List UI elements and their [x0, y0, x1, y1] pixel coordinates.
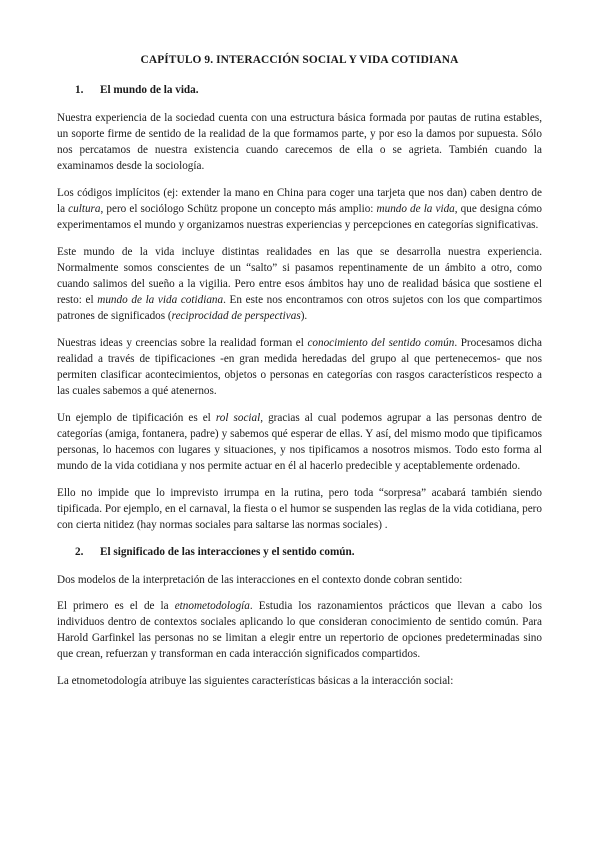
text-run: Este mundo de la vida incluye distintas realidades en las que se desarrolla nuestra experiencia. Normalmente somos conscientes de un “salto” si pasamos repentinamente de un ámbito a otro, como cuando salimos del sueño a la vigilia. Pero entre esos ámbitos hay uno de realidad básica que sostiene el resto: el [57, 246, 542, 306]
text-run: . En este nos encontramos con otros sujetos con los que compartimos patrones de significados ( [57, 294, 542, 322]
emphasis-term: conocimiento del sentido común [307, 337, 455, 349]
text-run: Nuestras ideas y creencias sobre la realidad forman el [57, 337, 308, 349]
emphasis-term: rol social [215, 412, 261, 424]
text-run: Un ejemplo de tipificación es el [57, 412, 216, 424]
section-heading-2 [57, 544, 542, 560]
section-heading-1 [57, 82, 542, 98]
paragraph-6: Ello no impide que lo imprevisto irrumpa en la rutina, pero toda “sorpresa” acabará también siendo tipificada. Por ejemplo, en el carnaval, la fiesta o el humor se suspenden las reglas de la vida cotidiana, pero con cierta nitidez (hay normas sociales para saltarse las normas sociales) . [57, 487, 542, 531]
emphasis-term: cultura [68, 203, 101, 215]
section-title: El mundo de la vida. [100, 84, 199, 96]
section-title: El significado de las interacciones y el sentido común. [100, 546, 355, 558]
text-run: , gracias al cual podemos agrupar a las personas dentro de categorías (amiga, fontanera, padre) y sabemos qué esperar de ellas. Y así, del mismo modo que tipificamos personas, lo hacemos con lugares y situaciones, y nos tipificamos a nosotros mismos. Todo esto forma al mundo de la vida cotidiana y nos permite actuar en él al hacerlo predecible y aceptablemente ordenado. [57, 412, 543, 472]
paragraph-1: Nuestra experiencia de la sociedad cuenta con una estructura básica formada por pautas de rutina estables, un soporte firme de sentido de la realidad de la que formamos parte, y por eso la damos por supuesta. Sólo nos percatamos de nuestra existencia cuando carecemos de ella o se agrieta. También cuando la examinamos desde la sociología. [57, 112, 542, 172]
paragraph-5 [57, 410, 542, 474]
paragraph-3 [57, 244, 542, 324]
text-run: El primero es el de la [57, 600, 175, 612]
chapter-title: CAPÍTULO 9. INTERACCIÓN SOCIAL Y VIDA COTIDIANA [140, 54, 459, 66]
section-number: 1. [75, 84, 84, 96]
text-run: , pero el sociólogo Schütz propone un concepto más amplio: [100, 203, 377, 215]
emphasis-term: mundo de la vida cotidiana [97, 294, 224, 306]
emphasis-term: reciprocidad de perspectivas [171, 310, 301, 322]
paragraph-8 [57, 598, 542, 662]
section-number: 2. [75, 546, 84, 558]
paragraph-2 [57, 185, 542, 233]
text-run: Los códigos implícitos (ej: extender la mano en China para coger una tarjeta que nos dan) caben dentro de la [57, 187, 542, 215]
text-run: , que designa cómo experimentamos el mundo y organizamos nuestras experiencias y percepciones en categorías significativas. [57, 203, 543, 231]
emphasis-term: mundo de la vida [376, 203, 455, 215]
text-run: . Procesamos dicha realidad a través de tipificaciones -en gran medida heredadas del grupo al que pertenecemos- que nos permiten clasificar acontecimientos, objetos o personas en categorías con rasgos característicos respecto a las cuales sabemos a qué atenernos. [57, 337, 542, 397]
emphasis-term: etnometodología [174, 600, 250, 612]
paragraph-4 [57, 335, 542, 399]
text-run: ). [300, 310, 308, 322]
text-run: . Estudia los razonamientos prácticos que llevan a cabo los individuos dentro de contextos sociales aplicando lo que consideran conocimiento de sentido común. Para Harold Garfinkel las personas no se limitan a elegir entre un repertorio de opciones predeterminadas sino que crean, refuerzan y transforman en cada interacción significados compartidos. [57, 600, 542, 660]
paragraph-7: Dos modelos de la interpretación de las interacciones en el contexto donde cobran sentido: [57, 574, 463, 586]
paragraph-9: La etnometodología atribuye las siguientes características básicas a la interacción social: [57, 675, 454, 687]
